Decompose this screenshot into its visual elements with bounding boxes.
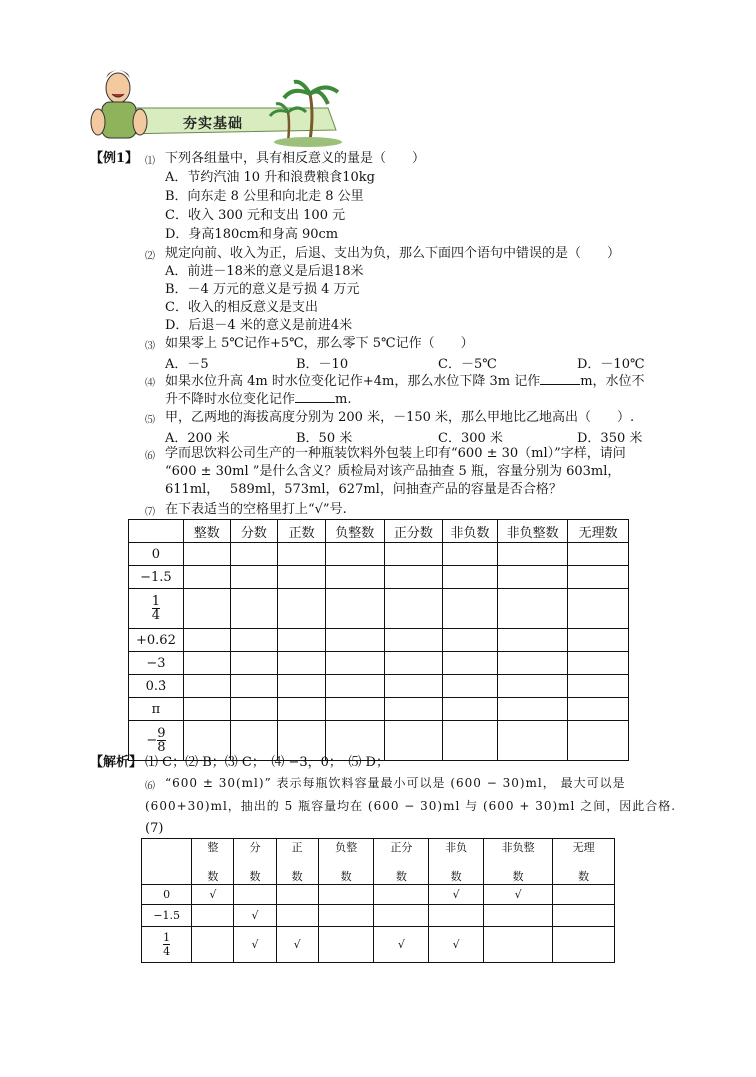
q3-stem: 如果零上 5℃记作+5℃，那么零下 5℃记作（ ） <box>165 336 474 351</box>
q2-option-c: C．收入的相反意义是支出 <box>165 300 318 315</box>
table-row <box>129 566 629 589</box>
q4-number: ⑷ <box>145 378 155 389</box>
q5-number: ⑸ <box>145 415 155 426</box>
table-header-cell: 正数 <box>278 520 326 543</box>
banner-title: 夯实基础 <box>183 116 243 132</box>
table-header-cell: 非负数 <box>443 520 498 543</box>
q2-stem: 规定向前、收入为正，后退、支出为负，那么下面四个语句中错误的是（ ） <box>165 246 621 261</box>
answer-header-cell: 负整 数 <box>318 839 374 885</box>
analysis-label: 【解析】 <box>90 755 143 770</box>
classification-table <box>128 519 629 761</box>
q2-option-a: A．前进－18米的意义是后退18米 <box>165 264 364 279</box>
row-label-fraction <box>142 927 192 963</box>
q1-number: ⑴ <box>145 156 155 167</box>
q2-option-b: B．－4 万元的意义是亏损 4 万元 <box>165 282 360 297</box>
q7-stem: 在下表适当的空格里打上“√”号. <box>165 502 347 517</box>
table-header-cell: 无理数 <box>568 520 629 543</box>
row-label: −1.5 <box>129 566 184 589</box>
row-label: +0.62 <box>129 629 184 652</box>
analysis-line2: “600 ± 30(ml)” 表示每瓶饮料容量最小可以是 (600 − 30)ml， 最大可以是 <box>165 776 626 790</box>
q1-option-b: B．向东走 8 公里和向北走 8 公里 <box>165 189 364 204</box>
q1-stem: 下列各组量中，具有相反意义的量是（ ） <box>165 151 426 166</box>
analysis-line3: (600+30)ml，抽出的 5 瓶容量均在 (600 − 30)ml 与 (600 + 30)ml 之间，因此合格. <box>145 799 677 813</box>
answer-row: $\frac{1}{4}$ √ √ √ √ <box>142 927 615 963</box>
row-label: 0.3̇ <box>129 675 184 698</box>
answer-header-row <box>142 839 615 885</box>
table-header-cell: 整数 <box>183 520 230 543</box>
analysis-q7-number: (7) <box>145 821 164 836</box>
answer-row: −1.5 √ <box>142 905 615 927</box>
answer-header-cell: 非负整 数 <box>483 839 552 885</box>
row-label: 0 <box>129 543 184 566</box>
q5-option-a: A．200 米 <box>165 431 230 446</box>
answer-header-cell: 无理 数 <box>553 839 615 885</box>
q4-blank-1[interactable] <box>540 372 580 385</box>
q3-number: ⑶ <box>145 341 155 352</box>
table-row <box>129 589 629 629</box>
q3-option-c: C．－5℃ <box>438 357 497 372</box>
answer-header-cell: 整 数 <box>192 839 234 885</box>
table-header-row <box>129 520 629 543</box>
fraction-one-fourth: $\frac{1}{4}$ <box>151 594 161 623</box>
q4-blank-2[interactable] <box>295 390 335 403</box>
fraction-nine-eighths: $\frac{9}{8}$ <box>157 726 166 755</box>
q6-number: ⑹ <box>145 451 155 462</box>
row-label: −3 <box>129 652 184 675</box>
answer-header-cell: 分 数 <box>234 839 276 885</box>
q4-text-1: 如果水位升高 4m 时水位变化记作+4m，那么水位下降 3m 记作 <box>165 374 541 389</box>
q3-option-b: B．－10 <box>296 357 349 372</box>
row-label-fraction <box>129 589 184 629</box>
q2-number: ⑵ <box>145 251 155 262</box>
answer-table <box>141 838 615 963</box>
row-label-fraction: − $\frac{9}{8}$ <box>129 721 184 761</box>
q6-line1: 学而思饮料公司生产的一种瓶装饮料外包装上印有“600 ± 30（ml）”字样，请问 <box>165 446 626 461</box>
answer-header-cell: 非负 数 <box>429 839 484 885</box>
q2-option-d: D．后退－4 米的意义是前进4米 <box>165 318 353 333</box>
q6-line3: 611ml， 589ml，573ml，627ml，问抽查产品的容量是否合格？ <box>165 482 562 497</box>
table-row <box>129 652 629 675</box>
q4-line1 <box>165 372 645 390</box>
example-label: 【例1】 <box>90 151 139 166</box>
q1-option-d: D．身高180cm和身高 90cm <box>165 227 339 242</box>
analysis-q6-number: ⑹ <box>145 781 155 792</box>
q5-stem: 甲，乙两地的海拔高度分别为 200 米，－150 米，那么甲地比乙地高出（ ）. <box>165 410 635 425</box>
answer-row: 0 √ √ √ <box>142 885 615 905</box>
banner-illustration <box>88 64 348 148</box>
table-header-cell <box>129 520 184 543</box>
q1-option-c: C．收入 300 元和支出 100 元 <box>165 208 346 223</box>
q1-option-a: A．节约汽油 10 升和浪费粮食10kg <box>165 170 375 185</box>
q7-number: ⑺ <box>145 507 155 518</box>
table-row <box>129 698 629 721</box>
table-row <box>129 629 629 652</box>
q4-text-3: 升不降时水位变化记作 <box>165 392 296 407</box>
table-header-cell: 非负整数 <box>497 520 568 543</box>
answer-header-cell: 正分 数 <box>374 839 429 885</box>
analysis-line1: ⑴ C；⑵ B；⑶ C； ⑷ −3，0； ⑸ D； <box>145 755 389 770</box>
table-header-cell: 分数 <box>230 520 278 543</box>
q5-option-b: B．50 米 <box>296 431 353 446</box>
table-header-cell: 正分数 <box>384 520 443 543</box>
q3-option-d: D．－10℃ <box>577 357 645 372</box>
table-row <box>129 675 629 698</box>
table-header-cell: 负整数 <box>325 520 384 543</box>
q6-line2: “600 ± 30ml ”是什么含义？质检局对该产品抽查 5 瓶，容量分别为 603ml， <box>165 464 621 479</box>
table-row <box>129 543 629 566</box>
row-label: π <box>129 698 184 721</box>
q4-text-4: m. <box>335 392 352 407</box>
answer-header-cell: 正 数 <box>276 839 318 885</box>
fraction-one-fourth: $\frac{1}{4}$ <box>163 931 171 958</box>
q3-option-a: A．－5 <box>165 357 209 372</box>
q4-line2 <box>165 390 351 408</box>
q5-option-d: D．350 米 <box>577 431 643 446</box>
q5-option-c: C．300 米 <box>438 431 503 446</box>
q4-text-2: m，水位不 <box>580 374 645 389</box>
